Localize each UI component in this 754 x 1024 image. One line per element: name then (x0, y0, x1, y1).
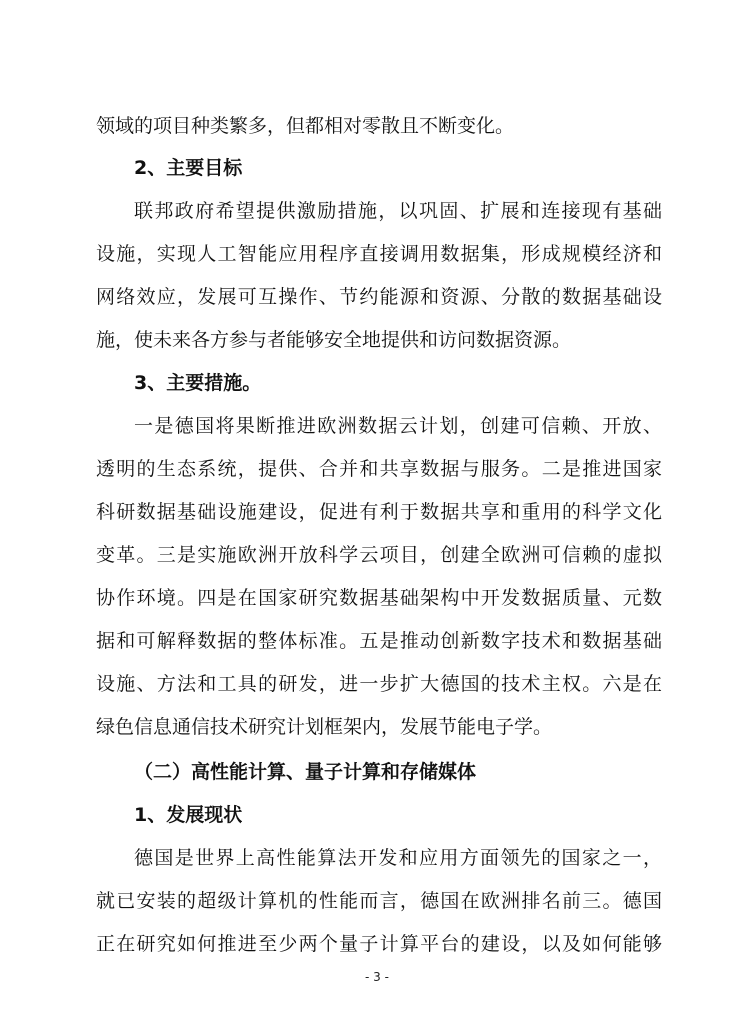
section-heading-status: 1、发展现状 (134, 804, 243, 826)
paragraph-line: 网络效应，发展可互操作、节约能源和资源、分散的数据基础设 (96, 286, 662, 308)
paragraph-line: 正在研究如何推进至少两个量子计算平台的建设，以及如何能够 (96, 933, 662, 955)
page-number: - 3 - (365, 970, 389, 984)
paragraph-line: 协作环境。四是在国家研究数据基础架构中开发数据质量、元数 (96, 587, 662, 609)
paragraph-line: 就已安装的超级计算机的性能而言，德国在欧洲排名前三。德国 (96, 890, 662, 912)
paragraph-line: 设施、方法和工具的研发，进一步扩大德国的技术主权。六是在 (96, 673, 662, 695)
paragraph-line: 联邦政府希望提供激励措施，以巩固、扩展和连接现有基础 (134, 200, 662, 222)
section-heading-main-goals: 2、主要目标 (134, 157, 243, 179)
section-heading-main-measures: 3、主要措施。 (134, 372, 262, 394)
paragraph-line: 施，使未来各方参与者能够安全地提供和访问数据资源。 (96, 329, 572, 351)
paragraph-line: 领域的项目种类繁多，但都相对零散且不断变化。 (96, 115, 515, 137)
paragraph-line: 德国是世界上高性能算法开发和应用方面领先的国家之一， (134, 847, 662, 869)
chapter-heading-hpc-quantum: （二）高性能计算、量子计算和存储媒体 (134, 761, 477, 783)
paragraph-line: 变革。三是实施欧洲开放科学云项目，创建全欧洲可信赖的虚拟 (96, 544, 662, 566)
paragraph-line: 设施，实现人工智能应用程序直接调用数据集，形成规模经济和 (96, 243, 662, 265)
paragraph-line: 据和可解释数据的整体标准。五是推动创新数字技术和数据基础 (96, 630, 662, 652)
paragraph-line: 绿色信息通信技术研究计划框架内，发展节能电子学。 (96, 716, 553, 738)
paragraph-line: 透明的生态系统，提供、合并和共享数据与服务。二是推进国家 (96, 458, 662, 480)
paragraph-line: 一是德国将果断推进欧洲数据云计划，创建可信赖、开放、 (134, 415, 662, 437)
paragraph-line: 科研数据基础设施建设，促进有利于数据共享和重用的科学文化 (96, 501, 662, 523)
